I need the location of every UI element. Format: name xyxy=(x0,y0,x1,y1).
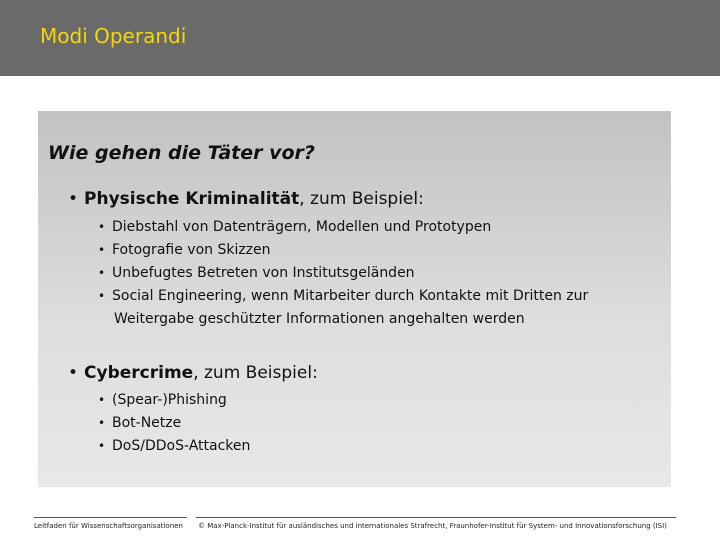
list-item xyxy=(98,216,492,239)
footer-copyright: © Max-Planck-Institut für ausländisches und internationales Strafrecht, Fraunhofer-Institut für System- und Innovationsforschung (ISI) xyxy=(198,522,667,530)
bullet-icon: • xyxy=(98,289,106,303)
list-item-text: Bot-Netze xyxy=(112,415,182,431)
list-item-text: DoS/DDoS-Attacken xyxy=(112,438,251,454)
slide-footer xyxy=(34,522,674,538)
slide-header xyxy=(0,0,720,76)
list-item-text: Social Engineering, wenn Mitarbeiter durch Kontakte mit Dritten zur xyxy=(112,288,589,304)
panel-heading: Wie gehen die Täter vor? xyxy=(48,142,315,164)
list-item xyxy=(98,262,415,285)
list-item-continuation xyxy=(114,308,525,331)
bullet-icon: • xyxy=(68,363,79,383)
list-item-text: (Spear-)Phishing xyxy=(112,392,227,408)
section-physical-crime xyxy=(68,189,424,209)
bullet-icon: • xyxy=(98,439,106,453)
content-panel xyxy=(38,111,671,487)
list-item xyxy=(98,389,227,412)
list-item xyxy=(98,412,182,435)
bullet-icon: • xyxy=(68,189,79,209)
section-title-rest: , zum Beispiel: xyxy=(299,189,424,209)
section-title-rest: , zum Beispiel: xyxy=(193,363,318,383)
section-cybercrime xyxy=(68,363,318,383)
bullet-icon: • xyxy=(98,266,106,280)
list-item xyxy=(98,285,589,308)
section-title-bold: Cybercrime xyxy=(84,363,194,383)
list-item xyxy=(98,239,271,262)
footer-left-text: Leitfaden für Wissenschaftsorganisationen xyxy=(34,522,183,530)
bullet-icon: • xyxy=(98,220,106,234)
list-item-text: Diebstahl von Datenträgern, Modellen und Prototypen xyxy=(112,219,492,235)
bullet-icon: • xyxy=(98,393,106,407)
list-item-text: Fotografie von Skizzen xyxy=(112,242,271,258)
bullet-icon: • xyxy=(98,243,106,257)
bullet-icon: • xyxy=(98,416,106,430)
footer-divider xyxy=(34,517,187,518)
list-item xyxy=(98,435,251,458)
footer-divider xyxy=(196,517,676,518)
section-title-bold: Physische Kriminalität xyxy=(84,189,300,209)
slide-title: Modi Operandi xyxy=(40,24,187,48)
list-item-text: Unbefugtes Betreten von Institutsgeländen xyxy=(112,265,415,281)
list-item-text: Weitergabe geschützter Informationen angehalten werden xyxy=(114,311,525,327)
